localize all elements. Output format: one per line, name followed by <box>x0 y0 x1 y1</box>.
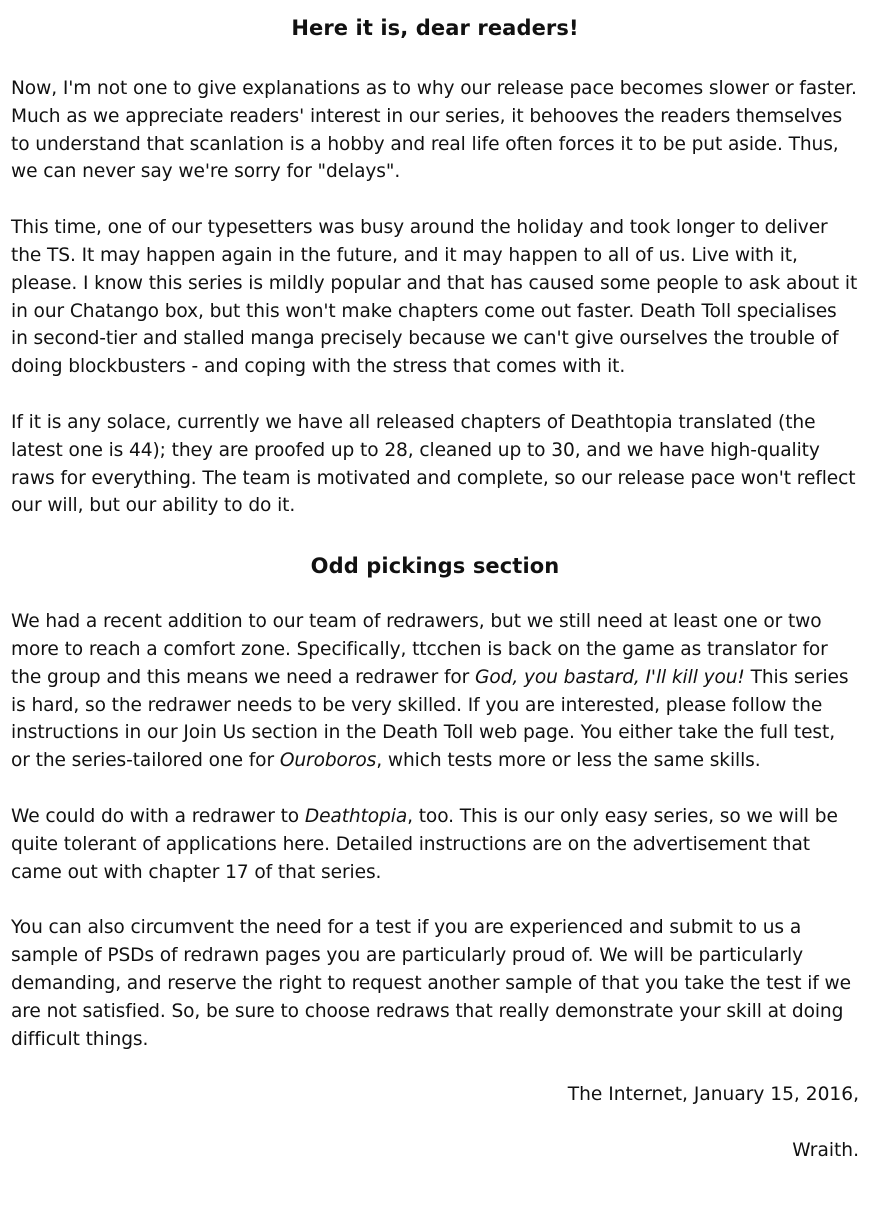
series-title-ouroboros: Ouroboros <box>279 750 377 772</box>
signature-date: The Internet, January 15, 2016, <box>567 1084 859 1106</box>
paragraph-text: We could do with a redrawer to <box>11 805 305 827</box>
paragraph-release-pace: Now, I'm not one to give explanations as to why our release pace becomes slower or faster. Much as we appreciate readers' interest in our series, it behooves the readers themselves to understand that scanlation is a hobby and real life often forces it to be put aside. Thus, we can never say we're sorry for "delays". <box>11 78 857 183</box>
paragraph-text: , which tests more or less the same skills. <box>376 750 761 772</box>
paragraph-translation-status: If it is any solace, currently we have all released chapters of Deathtopia translated (the latest one is 44); they are proofed up to 28, cleaned up to 30, and we have high-quality raws for everything. The team is motivated and complete, so our release pace won't reflect our will, but our ability to do it. <box>11 411 856 517</box>
paragraph-typesetter-delay: This time, one of our typesetters was busy around the holiday and took longer to deliver the TS. It may happen again in the future, and it may happen to all of us. Live with it, please. I know this series is mildly popular and that has caused some people to ask about it in our Chatango box, but this won't make chapters come out faster. Death Toll specialises in second-tier and stalled manga precisely because we can't give ourselves the trouble of doing blockbusters - and coping with the stress that comes with it. <box>11 217 858 378</box>
paragraph-deathtopia-redrawer <box>11 803 859 886</box>
signature-author: Wraith. <box>792 1140 859 1162</box>
series-title-deathtopia: Deathtopia <box>304 805 408 827</box>
paragraph-text: This series is hard, so the redrawer needs to be very skilled. If you are interested, please follow the instructions in our Join Us section in the Death Toll web page. You either take the full test, or the series-tailored one for <box>11 666 849 772</box>
paragraph-redrawer-needed <box>11 608 859 775</box>
paragraph-text: We had a recent addition to our team of redrawers, but we still need at least one or two more to reach a comfort zone. Specifically, ttcchen is back on the game as translator for the group and this means we need a redrawer for <box>11 611 828 688</box>
paragraph-psd-sample: You can also circumvent the need for a test if you are experienced and submit to us a sample of PSDs of redrawn pages you are particularly proud of. We will be particularly demanding, and reserve the right to request another sample of that you take the test if we are not satisfied. So, be sure to choose redraws that really demonstrate your skill at doing difficult things. <box>11 917 851 1050</box>
page-title: Here it is, dear readers! <box>291 16 579 40</box>
document-page <box>11 0 859 1165</box>
paragraph-text: , too. This is our only easy series, so we will be quite tolerant of applications here. Detailed instructions are on the advertisement that came out with chapter 17 of that series. <box>11 805 838 883</box>
series-title-god-you-bastard: God, you bastard, I'll kill you! <box>475 666 745 688</box>
section-heading-odd-pickings: Odd pickings section <box>310 554 560 579</box>
